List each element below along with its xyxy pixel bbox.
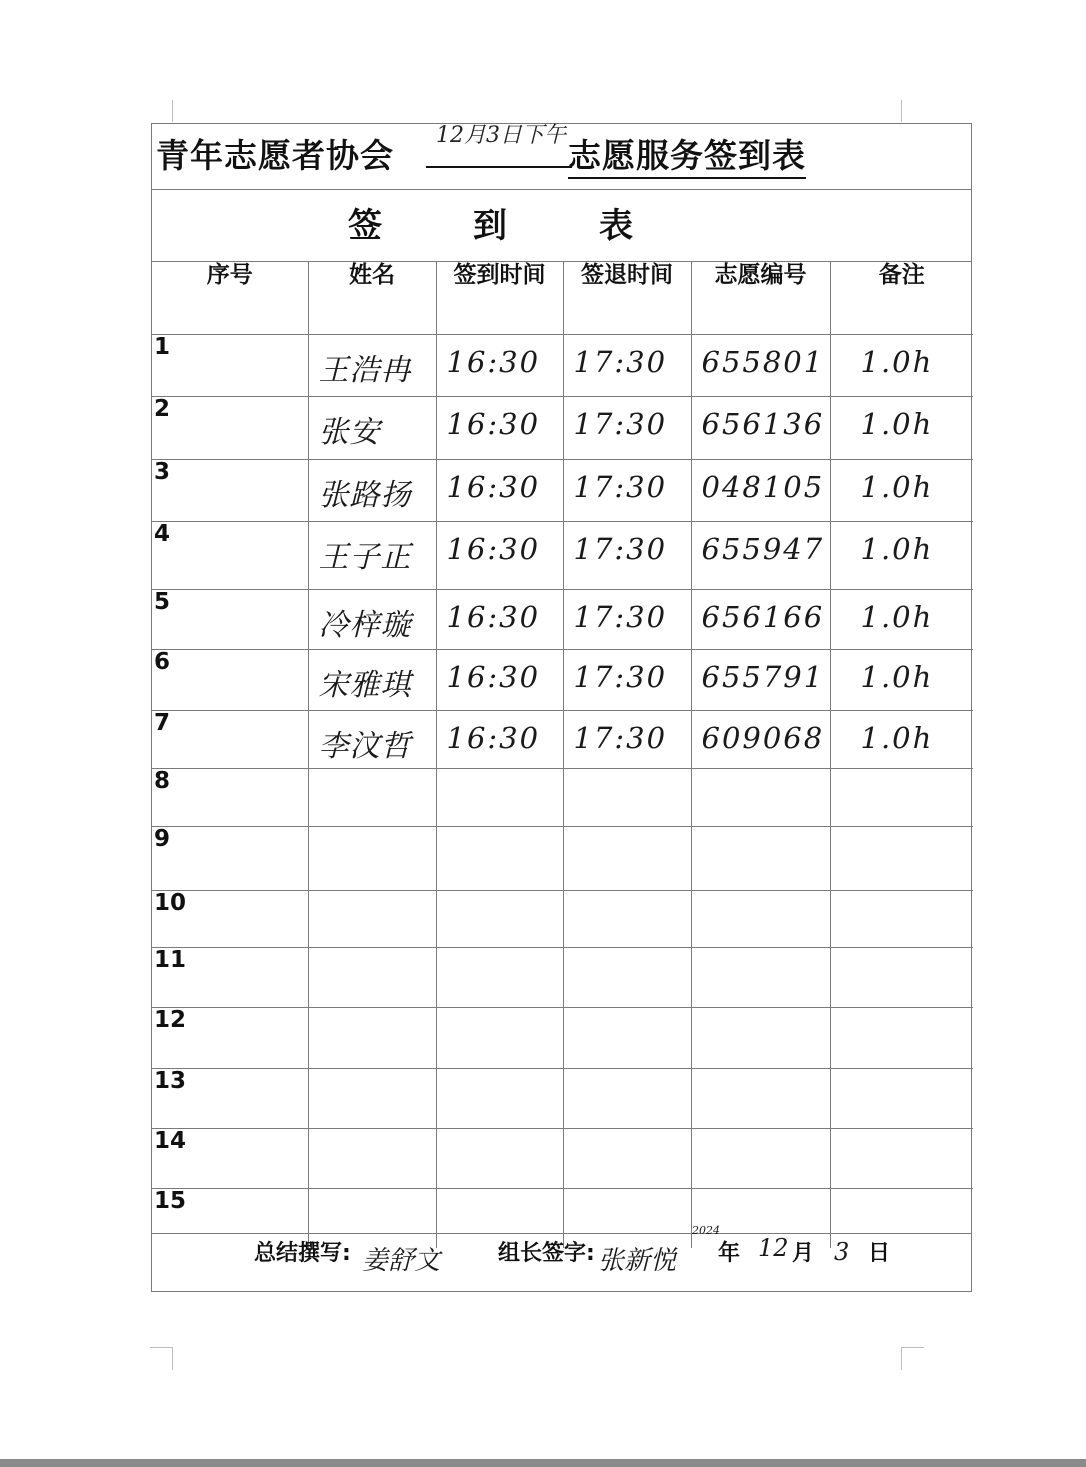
row-note: 1.0h: [860, 660, 934, 694]
row-name: 冷梓璇: [318, 608, 412, 643]
row-index: 1: [154, 334, 171, 360]
table-row: [152, 711, 973, 769]
cell-row-volunteer-id: [691, 397, 830, 460]
subtitle-char-3: 表: [599, 206, 633, 246]
cell-row-volunteer-id: [691, 335, 830, 397]
cell-row-checkin-time: [436, 590, 563, 650]
cell-row-name: [308, 590, 436, 650]
header-note: 备注: [830, 262, 973, 335]
cell-row-checkout-time: [563, 891, 691, 948]
cell-row-index: [152, 397, 308, 460]
row-name: 张路扬: [318, 478, 412, 513]
cell-row-note: [830, 522, 973, 590]
row-note: 1.0h: [860, 532, 934, 566]
cell-row-index: [152, 948, 308, 1008]
cell-row-volunteer-id: [691, 460, 830, 522]
table-row: [152, 590, 973, 650]
table-row: [152, 827, 973, 891]
cell-row-name: [308, 1069, 436, 1129]
table-row: [152, 650, 973, 711]
cell-row-index: [152, 827, 308, 891]
row-checkin-time: 16:30: [446, 345, 541, 379]
cell-row-name: [308, 397, 436, 460]
cell-row-name: [308, 1129, 436, 1189]
cell-row-checkin-time: [436, 522, 563, 590]
cell-row-note: [830, 1129, 973, 1189]
cell-row-checkout-time: [563, 1008, 691, 1069]
cell-row-checkin-time: [436, 891, 563, 948]
cell-row-volunteer-id: [691, 948, 830, 1008]
cell-row-note: [830, 948, 973, 1008]
cell-row-index: [152, 590, 308, 650]
cell-row-name: [308, 948, 436, 1008]
row-checkin-time: 16:30: [446, 721, 541, 755]
cell-row-volunteer-id: [691, 891, 830, 948]
row-checkin-time: 16:30: [446, 470, 541, 504]
footer-row: [152, 1224, 971, 1293]
row-index: 12: [154, 1007, 187, 1033]
cell-row-checkout-time: [563, 827, 691, 891]
row-note: 1.0h: [860, 721, 934, 755]
crop-mark-bottom-right: [901, 1347, 924, 1370]
cell-row-index: [152, 522, 308, 590]
header-checkin-time: 签到时间: [436, 262, 563, 335]
cell-row-volunteer-id: [691, 522, 830, 590]
row-index: 8: [154, 768, 171, 794]
row-volunteer-id: 609068: [701, 721, 825, 755]
cell-row-note: [830, 590, 973, 650]
row-index: 14: [154, 1128, 187, 1154]
cell-row-checkout-time: [563, 1069, 691, 1129]
cell-row-note: [830, 335, 973, 397]
subtitle-char-1: 签: [348, 206, 382, 246]
sign-in-sheet: [151, 123, 972, 1292]
subtitle-char-2: 到: [473, 206, 507, 246]
cell-row-index: [152, 460, 308, 522]
header-volunteer-id: 志愿编号: [691, 262, 830, 335]
cell-row-note: [830, 891, 973, 948]
title-handwritten-date: 12月3日下午: [436, 123, 566, 148]
cell-row-name: [308, 650, 436, 711]
row-name: 张安: [318, 415, 381, 450]
cell-row-checkin-time: [436, 460, 563, 522]
cell-row-name: [308, 891, 436, 948]
cell-row-name: [308, 711, 436, 769]
cell-row-checkout-time: [563, 948, 691, 1008]
cell-row-name: [308, 1008, 436, 1069]
title-blank-underline: [426, 166, 572, 168]
row-index: 4: [154, 521, 171, 547]
cell-row-checkin-time: [436, 769, 563, 827]
row-index: 6: [154, 649, 171, 675]
cell-row-index: [152, 769, 308, 827]
table-row: [152, 522, 973, 590]
cell-row-note: [830, 711, 973, 769]
cell-row-note: [830, 827, 973, 891]
table-row: [152, 769, 973, 827]
row-index: 13: [154, 1068, 187, 1094]
cell-row-name: [308, 522, 436, 590]
row-volunteer-id: 655791: [701, 660, 825, 694]
leader-signature: 张新悦: [598, 1246, 677, 1276]
row-index: 7: [154, 710, 171, 736]
cell-row-note: [830, 1069, 973, 1129]
row-index: 5: [154, 589, 171, 615]
table-row: [152, 1069, 973, 1129]
row-checkin-time: 16:30: [446, 660, 541, 694]
cell-row-index: [152, 711, 308, 769]
cell-row-checkin-time: [436, 827, 563, 891]
row-name: 宋雅琪: [318, 668, 412, 703]
subtitle-row: [152, 190, 971, 262]
row-name: 王浩冉: [318, 353, 412, 388]
title-row: [152, 124, 971, 190]
row-name: 李汶哲: [318, 729, 412, 764]
cell-row-note: [830, 397, 973, 460]
row-checkout-time: 17:30: [573, 660, 668, 694]
month-label: 月: [792, 1241, 815, 1266]
window-bottom-bar: [0, 1459, 1086, 1467]
row-note: 1.0h: [860, 470, 934, 504]
row-index: 9: [154, 826, 171, 852]
row-checkin-time: 16:30: [446, 407, 541, 441]
cell-row-checkout-time: [563, 460, 691, 522]
cell-row-checkin-time: [436, 1069, 563, 1129]
cell-row-checkin-time: [436, 650, 563, 711]
row-checkin-time: 16:30: [446, 532, 541, 566]
cell-row-checkout-time: [563, 397, 691, 460]
row-checkin-time: 16:30: [446, 600, 541, 634]
row-index: 2: [154, 396, 171, 422]
cell-row-checkin-time: [436, 948, 563, 1008]
row-checkout-time: 17:30: [573, 345, 668, 379]
cell-row-checkout-time: [563, 590, 691, 650]
table-row: [152, 335, 973, 397]
row-index: 3: [154, 459, 171, 485]
cell-row-volunteer-id: [691, 650, 830, 711]
table-row: [152, 948, 973, 1008]
sign-in-table: [152, 262, 973, 1248]
cell-row-checkout-time: [563, 335, 691, 397]
header-checkout-time: 签退时间: [563, 262, 691, 335]
header-index: 序号: [206, 262, 253, 288]
row-index: 11: [154, 947, 187, 973]
cell-row-note: [830, 769, 973, 827]
cell-row-volunteer-id: [691, 711, 830, 769]
day-handwritten: 3: [834, 1238, 850, 1266]
row-volunteer-id: 655801: [701, 345, 825, 379]
month-handwritten: 12: [758, 1234, 789, 1262]
cell-row-checkout-time: [563, 1129, 691, 1189]
row-checkout-time: 17:30: [573, 532, 668, 566]
cell-row-checkin-time: [436, 1008, 563, 1069]
cell-row-checkin-time: [436, 397, 563, 460]
cell-row-checkout-time: [563, 522, 691, 590]
cell-row-checkin-time: [436, 335, 563, 397]
title-prefix: 青年志愿者协会: [156, 136, 394, 175]
row-note: 1.0h: [860, 407, 934, 441]
cell-row-volunteer-id: [691, 1129, 830, 1189]
row-checkout-time: 17:30: [573, 721, 668, 755]
row-checkout-time: 17:30: [573, 407, 668, 441]
table-row: [152, 891, 973, 948]
cell-row-index: [152, 335, 308, 397]
row-index: 15: [154, 1188, 187, 1214]
cell-row-checkout-time: [563, 711, 691, 769]
title-suffix: 志愿服务签到表: [568, 130, 806, 179]
table-row: [152, 1129, 973, 1189]
cell-row-index: [152, 891, 308, 948]
summary-writer-signature: 姜舒文: [362, 1246, 441, 1276]
row-note: 1.0h: [860, 600, 934, 634]
cell-row-checkout-time: [563, 769, 691, 827]
cell-row-volunteer-id: [691, 1069, 830, 1129]
cell-row-name: [308, 335, 436, 397]
cell-row-volunteer-id: [691, 769, 830, 827]
cell-row-name: [308, 827, 436, 891]
leader-signature-label: 组长签字:: [498, 1241, 595, 1266]
row-checkout-time: 17:30: [573, 600, 668, 634]
crop-mark-top-left: [172, 100, 173, 122]
crop-mark-top-right: [901, 100, 902, 122]
cell-row-checkout-time: [563, 650, 691, 711]
day-label: 日: [868, 1241, 891, 1266]
year-handwritten: 2024: [692, 1224, 720, 1237]
cell-row-checkin-time: [436, 1129, 563, 1189]
cell-row-note: [830, 650, 973, 711]
table-row: [152, 397, 973, 460]
cell-row-note: [830, 460, 973, 522]
table-row: [152, 1008, 973, 1069]
year-label: 年: [718, 1241, 741, 1266]
cell-row-note: [830, 1008, 973, 1069]
cell-row-name: [308, 769, 436, 827]
cell-row-volunteer-id: [691, 827, 830, 891]
cell-row-volunteer-id: [691, 1008, 830, 1069]
row-name: 王子正: [318, 540, 412, 575]
table-row: [152, 460, 973, 522]
row-volunteer-id: 048105: [701, 470, 825, 504]
cell-row-index: [152, 650, 308, 711]
summary-writer-label: 总结撰写:: [254, 1241, 351, 1266]
row-volunteer-id: 656166: [701, 600, 825, 634]
cell-row-index: [152, 1008, 308, 1069]
row-note: 1.0h: [860, 345, 934, 379]
cell-row-checkin-time: [436, 711, 563, 769]
row-volunteer-id: 656136: [701, 407, 825, 441]
row-checkout-time: 17:30: [573, 470, 668, 504]
table-header-row: [152, 262, 973, 335]
crop-mark-bottom-left: [150, 1347, 173, 1370]
cell-row-index: [152, 1129, 308, 1189]
row-index: 10: [154, 890, 187, 916]
cell-row-index: [152, 1069, 308, 1129]
cell-row-volunteer-id: [691, 590, 830, 650]
header-name: 姓名: [308, 262, 436, 335]
cell-row-name: [308, 460, 436, 522]
row-volunteer-id: 655947: [701, 532, 825, 566]
